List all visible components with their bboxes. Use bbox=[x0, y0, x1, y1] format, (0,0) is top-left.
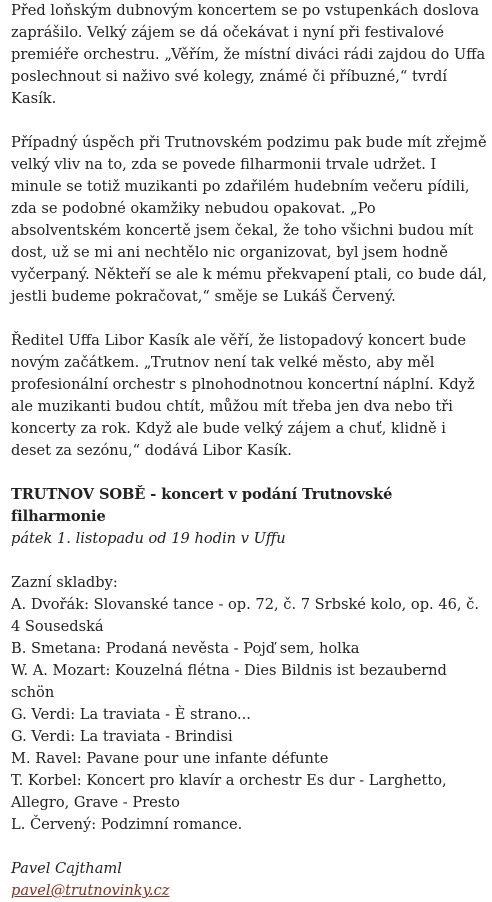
author-email-link[interactable]: pavel@trutnovinky.cz bbox=[11, 882, 170, 899]
list-item: L. Červený: Podzimní romance. bbox=[11, 816, 243, 833]
event-title: TRUTNOV SOBĚ - koncert v podání Trutnovské filharmonie bbox=[11, 486, 393, 525]
list-item: G. Verdi: La traviata - Brindisi bbox=[11, 728, 233, 745]
program-list bbox=[11, 572, 487, 836]
author-name: Pavel Cajthaml bbox=[11, 860, 122, 877]
paragraph-1: Před loňským dubnovým koncertem se po vstupenkách doslova zaprášilo. Velký zájem se dá očekávat i nyní při festivalové premiéře orchestru. „Věřím, že místní diváci rádi zajdou do Uffa poslechnout si naživo své kolegy, známé či příbuzné,“ tvrdí Kasík. bbox=[11, 2, 486, 107]
event-info bbox=[11, 484, 487, 550]
list-item: G. Verdi: La traviata - È strano... bbox=[11, 706, 251, 723]
paragraph-3: Ředitel Uffa Libor Kasík ale věří, že listopadový koncert bude novým začátkem. „Trutnov není tak velké město, aby měl profesionální orchestr s plnohodnotnou koncertní náplní. Když ale muzikanti budou chtít, můžou mít třeba jen dva nebo tři koncerty za rok. Když ale bude velký zájem a chuť, klidně i deset za sezónu,“ dodává Libor Kasík. bbox=[11, 332, 475, 459]
paragraph-2: Případný úspěch při Trutnovském podzimu pak bude mít zřejmě velký vliv na to, zda se povede filharmonii trvale udržet. I minule se totiž muzikanti po zdařilém hudebním večeru pídili, zda se podobné okamžiky nebudou opakovat. „Po absolventském koncertě jsem čekal, že toho všichni budou mít dost, už se mi ani nechtělo nic organizovat, byl jsem hodně vyčerpaný. Někteří se ale k mému překvapení ptali, co bude dál, jestli budeme pokračovat,“ směje se Lukáš Červený. bbox=[11, 134, 487, 305]
list-item: M. Ravel: Pavane pour une infante défunte bbox=[11, 750, 329, 767]
program-items bbox=[11, 594, 487, 836]
article-body bbox=[11, 0, 487, 902]
event-date: pátek 1. listopadu od 19 hodin v Uffu bbox=[11, 530, 286, 547]
list-item: B. Smetana: Prodaná nevěsta - Pojď sem, holka bbox=[11, 640, 360, 657]
program-heading: Zazní skladby: bbox=[11, 574, 118, 591]
list-item: W. A. Mozart: Kouzelná flétna - Dies Bildnis ist bezaubernd schön bbox=[11, 662, 447, 701]
author-signature bbox=[11, 858, 487, 902]
list-item: T. Korbel: Koncert pro klavír a orchestr Es dur - Larghetto, Allegro, Grave - Presto bbox=[11, 772, 447, 811]
list-item: A. Dvořák: Slovanské tance - op. 72, č. 7 Srbské kolo, op. 46, č. 4 Sousedská bbox=[11, 596, 479, 635]
